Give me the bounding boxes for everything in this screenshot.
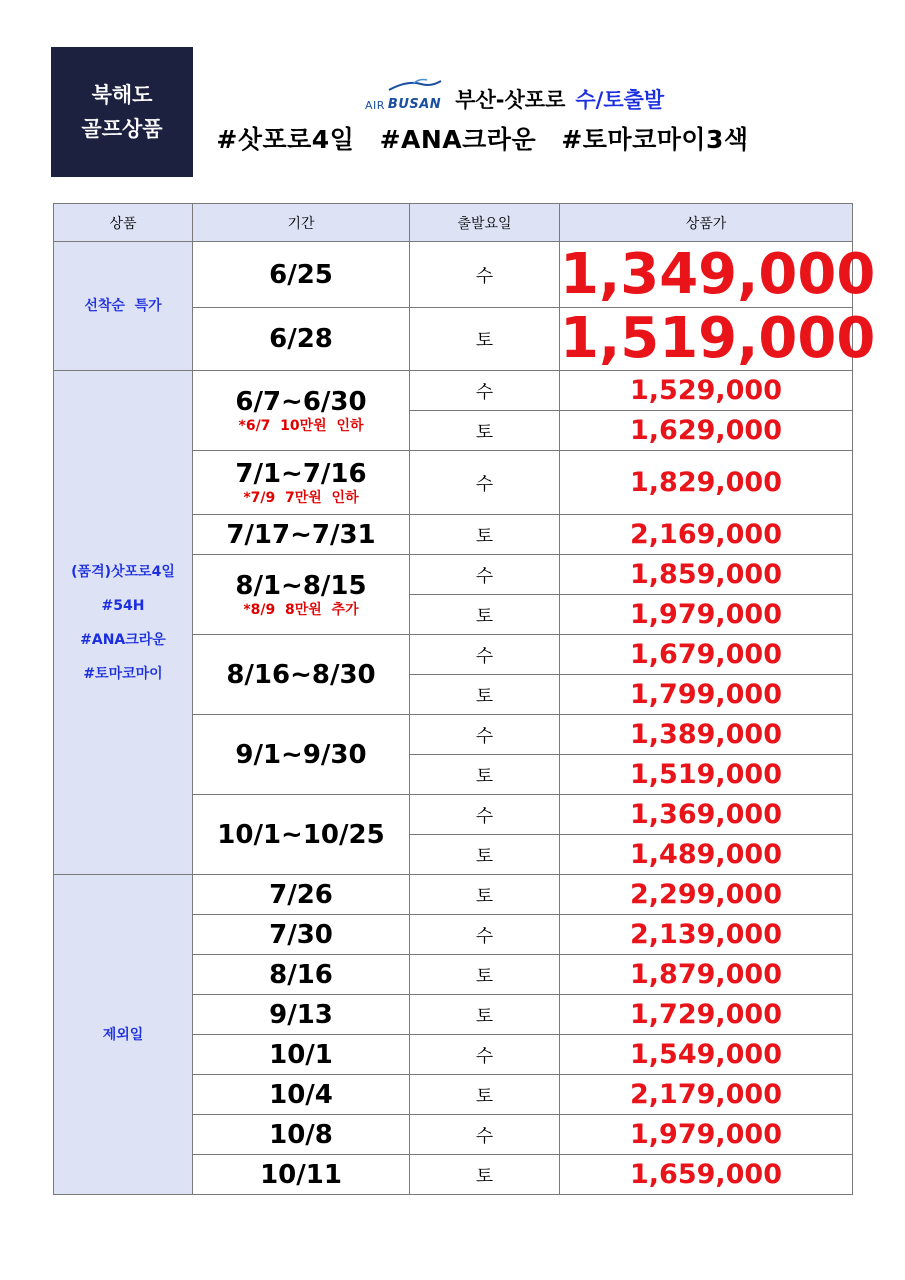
logo-air-text: AIR — [365, 99, 385, 112]
price-note: *7/9 7만원 인하 — [243, 489, 359, 506]
hashtag-3: #토마코마이3색 — [561, 125, 749, 154]
period-cell: 6/25 — [193, 242, 410, 308]
table-row — [54, 875, 853, 915]
day-cell: 수 — [410, 635, 560, 675]
day-cell: 토 — [410, 835, 560, 875]
period-cell: 10/1~10/25 — [193, 795, 410, 875]
period-cell: 7/26 — [193, 875, 410, 915]
price-cell: 1,979,000 — [560, 595, 853, 635]
period-text: 7/1~7/16 — [235, 458, 367, 489]
day-cell: 토 — [410, 955, 560, 995]
price-cell: 1,529,000 — [560, 371, 853, 411]
hashtag-line — [0, 120, 905, 156]
day-cell: 토 — [410, 595, 560, 635]
period-cell: 6/28 — [193, 308, 410, 371]
hashtag-2: #ANA크라운 — [379, 125, 537, 154]
day-cell: 토 — [410, 308, 560, 371]
day-cell: 토 — [410, 515, 560, 555]
table-row — [54, 371, 853, 411]
day-cell: 토 — [410, 1075, 560, 1115]
day-cell: 토 — [410, 755, 560, 795]
price-cell: 1,879,000 — [560, 955, 853, 995]
table-row — [54, 242, 853, 308]
price-cell: 1,729,000 — [560, 995, 853, 1035]
price-cell: 1,659,000 — [560, 1155, 853, 1195]
day-cell: 수 — [410, 1035, 560, 1075]
period-block — [193, 371, 410, 451]
day-cell: 토 — [410, 675, 560, 715]
price-cell: 2,169,000 — [560, 515, 853, 555]
period-cell: 10/4 — [193, 1075, 410, 1115]
price-note: *6/7 10만원 인하 — [238, 417, 364, 434]
group-line: (품격)삿포로4일 — [71, 563, 175, 580]
day-cell: 수 — [410, 242, 560, 308]
price-cell: 1,799,000 — [560, 675, 853, 715]
header-period: 기간 — [193, 204, 410, 242]
price-cell: 1,369,000 — [560, 795, 853, 835]
price-table — [53, 203, 876, 1195]
price-cell: 1,979,000 — [560, 1115, 853, 1155]
day-cell: 수 — [410, 1115, 560, 1155]
day-cell: 토 — [410, 875, 560, 915]
price-cell: 1,389,000 — [560, 715, 853, 755]
price-cell: 1,549,000 — [560, 1035, 853, 1075]
airline-wing-icon — [387, 78, 443, 92]
header-product: 상품 — [54, 204, 193, 242]
price-note: *8/9 8만원 추가 — [243, 601, 359, 618]
price-cell: 2,299,000 — [560, 875, 853, 915]
price-cell: 1,829,000 — [560, 451, 853, 515]
day-cell: 수 — [410, 795, 560, 835]
price-cell: 1,519,000 — [560, 306, 876, 371]
route-text: 부산-삿포로 — [455, 88, 566, 112]
period-text: 6/7~6/30 — [235, 386, 367, 417]
period-text: 8/1~8/15 — [235, 570, 367, 601]
air-busan-logo — [365, 86, 441, 112]
group-line: #토마코마이 — [83, 665, 163, 682]
price-cell: 2,179,000 — [560, 1075, 853, 1115]
day-cell: 수 — [410, 715, 560, 755]
group-line: #54H — [101, 597, 145, 614]
product-badge — [51, 47, 193, 177]
header-departure-day: 출발요일 — [410, 204, 560, 242]
group-excluded-dates: 제외일 — [54, 875, 193, 1195]
day-cell: 토 — [410, 995, 560, 1035]
period-cell: 8/16 — [193, 955, 410, 995]
group-line: #ANA크라운 — [80, 631, 166, 648]
day-cell: 수 — [410, 915, 560, 955]
price-cell: 1,629,000 — [560, 411, 853, 451]
price-cell: 2,139,000 — [560, 915, 853, 955]
day-cell: 수 — [410, 451, 560, 515]
period-cell: 8/16~8/30 — [193, 635, 410, 715]
period-cell: 10/8 — [193, 1115, 410, 1155]
price-cell: 1,349,000 — [560, 241, 876, 307]
group-premium-package — [54, 371, 193, 875]
period-cell: 9/1~9/30 — [193, 715, 410, 795]
day-cell: 토 — [410, 411, 560, 451]
day-cell: 수 — [410, 371, 560, 411]
header-route-line — [365, 84, 664, 114]
period-cell: 10/1 — [193, 1035, 410, 1075]
period-block — [193, 555, 410, 635]
period-cell: 9/13 — [193, 995, 410, 1035]
table-header-row — [54, 204, 853, 242]
day-cell: 토 — [410, 1155, 560, 1195]
badge-line2: 골프상품 — [81, 117, 163, 141]
period-cell: 10/11 — [193, 1155, 410, 1195]
header-price: 상품가 — [560, 204, 853, 242]
logo-busan-text: BUSAN — [387, 97, 442, 112]
day-cell: 수 — [410, 555, 560, 595]
price-cell: 1,519,000 — [560, 755, 853, 795]
price-cell: 1,679,000 — [560, 635, 853, 675]
price-cell: 1,489,000 — [560, 835, 853, 875]
period-cell: 7/30 — [193, 915, 410, 955]
group-special-offer: 선착순 특가 — [54, 242, 193, 371]
badge-line1: 북해도 — [91, 83, 153, 107]
hashtag-1: #삿포로4일 — [216, 125, 355, 154]
period-cell: 7/17~7/31 — [193, 515, 410, 555]
departure-days-text: 수/토출발 — [575, 88, 665, 112]
period-block — [193, 451, 410, 515]
price-cell: 1,859,000 — [560, 555, 853, 595]
